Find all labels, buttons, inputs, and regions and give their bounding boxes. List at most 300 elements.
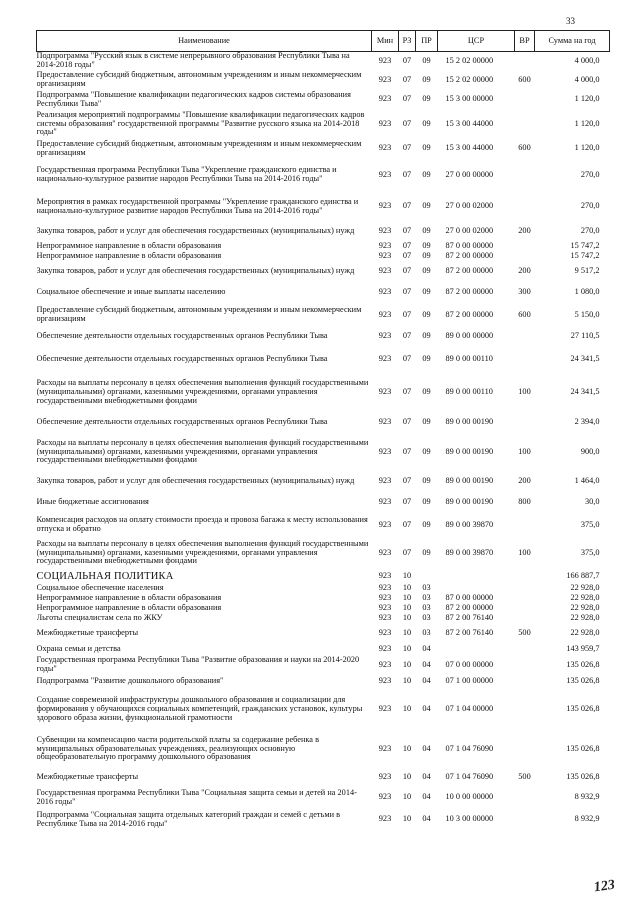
cell-min: 923 xyxy=(378,251,392,261)
cell-sum: 900,0 xyxy=(580,446,600,456)
cell-min: 923 xyxy=(378,55,392,65)
cell-pr: 09 xyxy=(422,387,431,397)
cell-min: 923 xyxy=(378,201,392,211)
cell-vr: 200 xyxy=(518,226,531,236)
cell-min: 923 xyxy=(378,643,392,653)
cell-rz: 07 xyxy=(402,446,412,456)
cell-vr xyxy=(515,514,535,537)
table-row xyxy=(37,304,610,327)
cell-sum: 30,0 xyxy=(584,497,600,507)
cell-min: 923 xyxy=(378,603,392,613)
cell-name: Мероприятия в рамках государственной программы "Укрепление гражданского единства и национально-культурное развитие народов Республики Тыва на 2014-2016 годы" xyxy=(36,196,359,215)
cell-sum: 8 932,9 xyxy=(574,814,600,824)
cell-min: 923 xyxy=(378,771,392,781)
table-row xyxy=(37,689,610,731)
cell-pr: 04 xyxy=(422,659,431,669)
cell-pr: 09 xyxy=(422,201,431,211)
cell-pr: 09 xyxy=(422,266,431,276)
cell-csr: 27 0 00 02000 xyxy=(445,201,494,211)
cell-name: Межбюджетные трансферты xyxy=(36,627,139,637)
cell-sum: 1 120,0 xyxy=(574,143,600,153)
cell-csr: 07 1 04 00000 xyxy=(445,704,494,714)
cell-sum: 1 120,0 xyxy=(574,94,600,104)
cell-csr: 87 2 00 00000 xyxy=(445,309,494,319)
cell-rz: 10 xyxy=(402,743,412,753)
cell-rz: 10 xyxy=(402,593,412,603)
table-row xyxy=(37,282,610,304)
table-row xyxy=(37,434,610,471)
cell-csr: 89 0 00 00190 xyxy=(445,446,494,456)
cell-rz: 10 xyxy=(402,613,412,623)
header-rz: РЗ xyxy=(399,31,416,52)
cell-csr: 15 2 02 00000 xyxy=(445,74,494,84)
cell-csr: 89 0 00 00000 xyxy=(445,330,494,340)
cell-rz: 07 xyxy=(402,309,412,319)
cell-sum: 143 959,7 xyxy=(566,643,600,653)
cell-sum: 22 928,0 xyxy=(570,603,600,613)
cell-csr: 07 1 04 76090 xyxy=(445,771,494,781)
cell-pr: 09 xyxy=(422,143,431,153)
table-row xyxy=(37,809,610,831)
cell-vr: 500 xyxy=(518,627,531,637)
cell-sum: 15 747,2 xyxy=(570,251,600,261)
cell-sum: 375,0 xyxy=(580,547,600,557)
cell-pr: 09 xyxy=(422,241,431,251)
cell-vr: 500 xyxy=(518,771,531,781)
cell-rz: 10 xyxy=(402,603,412,613)
cell-min: 923 xyxy=(378,571,392,581)
table-row xyxy=(37,346,610,374)
cell-sum: 4 000,0 xyxy=(574,74,600,84)
cell-pr xyxy=(416,570,438,584)
cell-rz: 10 xyxy=(402,771,412,781)
cell-csr: 10 0 00 00000 xyxy=(445,792,494,802)
cell-name: Расходы на выплаты персоналу в целях обеспечения выполнения функций государственными (муниципальными) органами, казенными учреждениями, органами управления государственными внебюджетными фондами xyxy=(36,538,369,566)
cell-csr: 87 2 00 76140 xyxy=(445,613,494,623)
cell-name: Закупка товаров, работ и услуг для обеспечения государственных (муниципальных) нужд xyxy=(36,226,355,236)
cell-vr: 100 xyxy=(518,446,531,456)
cell-rz: 07 xyxy=(402,143,412,153)
cell-rz: 10 xyxy=(402,571,412,581)
cell-min: 923 xyxy=(378,519,392,529)
cell-csr: 15 2 02 00000 xyxy=(445,55,494,65)
table-row xyxy=(37,514,610,537)
cell-vr xyxy=(515,643,535,656)
header-csr: ЦСР xyxy=(438,31,515,52)
cell-min: 923 xyxy=(378,613,392,623)
table-row xyxy=(37,262,610,282)
cell-vr xyxy=(515,731,535,768)
cell-name: Непрограммное направление в области образования xyxy=(36,603,222,613)
table-row xyxy=(37,643,610,656)
table-row xyxy=(37,252,610,262)
cell-vr xyxy=(515,594,535,604)
cell-pr: 09 xyxy=(422,446,431,456)
cell-rz: 07 xyxy=(402,251,412,261)
table-row xyxy=(37,584,610,594)
cell-rz: 07 xyxy=(402,241,412,251)
cell-name: Непрограммное направление в области образования xyxy=(36,593,222,603)
cell-min: 923 xyxy=(378,287,392,297)
cell-vr xyxy=(515,787,535,809)
cell-min: 923 xyxy=(378,118,392,128)
table-row xyxy=(37,71,610,90)
cell-rz: 07 xyxy=(402,330,412,340)
cell-name: Подпрограмма "Социальная защита отдельных категорий граждан и семей с детьми в Республике Тыва на 2014-2016 годы" xyxy=(36,809,341,828)
cell-name: Предоставление субсидий бюджетным, автономным учреждениям и иным некоммерческим организациям xyxy=(36,70,362,88)
cell-sum: 135 026,8 xyxy=(566,659,600,669)
cell-min: 923 xyxy=(378,593,392,603)
cell-rz: 07 xyxy=(402,387,412,397)
cell-name: Непрограммное направление в области образования xyxy=(36,251,222,261)
header-vr: ВР xyxy=(515,31,535,52)
cell-name: Предоставление субсидий бюджетным, автономным учреждениям и иным некоммерческим организациям xyxy=(36,305,362,323)
cell-name: Межбюджетные трансферты xyxy=(36,771,139,781)
cell-sum: 270,0 xyxy=(580,226,600,236)
table-row xyxy=(37,614,610,624)
cell-pr: 09 xyxy=(422,417,431,427)
table-row xyxy=(37,327,610,346)
cell-rz: 10 xyxy=(402,659,412,669)
cell-vr xyxy=(515,809,535,831)
cell-vr xyxy=(515,412,535,434)
cell-vr xyxy=(515,252,535,262)
cell-csr: 10 3 00 00000 xyxy=(445,814,494,824)
cell-csr: 15 3 00 00000 xyxy=(445,94,494,104)
cell-pr: 09 xyxy=(422,251,431,261)
cell-vr xyxy=(515,604,535,614)
cell-csr xyxy=(438,643,515,656)
cell-csr: 89 0 00 00110 xyxy=(445,387,493,397)
cell-rz: 07 xyxy=(402,354,412,364)
cell-csr: 27 0 00 02000 xyxy=(445,226,494,236)
cell-csr: 87 2 00 00000 xyxy=(445,266,494,276)
cell-name: Иные бюджетные ассигнования xyxy=(36,497,149,507)
cell-min: 923 xyxy=(378,814,392,824)
cell-sum: 22 928,0 xyxy=(570,583,600,593)
table-row xyxy=(37,471,610,492)
cell-pr: 09 xyxy=(422,354,431,364)
cell-vr xyxy=(515,675,535,689)
cell-csr: 15 3 00 44000 xyxy=(445,143,494,153)
cell-vr xyxy=(515,584,535,594)
table-row xyxy=(37,159,610,192)
cell-csr: 89 0 00 00110 xyxy=(445,354,493,364)
table-row xyxy=(37,222,610,242)
cell-csr xyxy=(438,570,515,584)
cell-min: 923 xyxy=(378,354,392,364)
cell-vr: 300 xyxy=(518,287,531,297)
cell-vr: 600 xyxy=(518,309,531,319)
cell-vr xyxy=(515,52,535,71)
cell-vr xyxy=(515,656,535,675)
cell-name: Компенсация расходов на оплату стоимости проезда и провоза багажа к месту использования отпуска и обратно xyxy=(36,515,368,533)
cell-min: 923 xyxy=(378,309,392,319)
table-body xyxy=(37,52,610,831)
cell-min: 923 xyxy=(378,241,392,251)
cell-min: 923 xyxy=(378,266,392,276)
table-row xyxy=(37,90,610,110)
cell-name: Непрограммное направление в области образования xyxy=(36,241,222,251)
cell-vr xyxy=(515,159,535,192)
cell-name: Льготы специалистам села по ЖКУ xyxy=(36,613,163,623)
cell-name: Обеспечение деятельности отдельных государственных органов Республики Тыва xyxy=(36,354,328,364)
cell-pr: 04 xyxy=(422,792,431,802)
cell-name: Социальное обеспечение и иные выплаты населению xyxy=(36,287,226,297)
cell-name: Охрана семьи и детства xyxy=(36,643,121,653)
cell-sum: 22 928,0 xyxy=(570,613,600,623)
cell-sum: 8 932,9 xyxy=(574,792,600,802)
cell-csr: 07 1 04 76090 xyxy=(445,743,494,753)
table-row xyxy=(37,656,610,675)
cell-name: Закупка товаров, работ и услуг для обеспечения государственных (муниципальных) нужд xyxy=(36,475,355,485)
cell-vr: 600 xyxy=(518,74,531,84)
cell-name: Закупка товаров, работ и услуг для обеспечения государственных (муниципальных) нужд xyxy=(36,266,355,276)
cell-rz: 10 xyxy=(402,792,412,802)
cell-sum: 135 026,8 xyxy=(566,771,600,781)
cell-vr xyxy=(515,570,535,584)
cell-sum: 166 887,7 xyxy=(566,571,600,581)
cell-pr: 04 xyxy=(422,814,431,824)
cell-pr: 04 xyxy=(422,743,431,753)
cell-csr: 87 2 00 00000 xyxy=(445,251,494,261)
cell-min: 923 xyxy=(378,74,392,84)
cell-pr: 03 xyxy=(422,613,431,623)
cell-rz: 07 xyxy=(402,201,412,211)
cell-rz: 10 xyxy=(402,643,412,653)
table-row xyxy=(37,192,610,222)
table-row xyxy=(37,731,610,768)
cell-min: 923 xyxy=(378,330,392,340)
table-row xyxy=(37,374,610,412)
cell-rz: 07 xyxy=(402,118,412,128)
budget-table xyxy=(36,30,610,831)
cell-name: Реализация мероприятий подпрограммы "Повышение квалификации педагогических кадров системы образования" государственной программы "Развитие русского языка на 2014-2018 годы" xyxy=(36,109,365,137)
cell-name: Подпрограмма "Повышение квалификации педагогических кадров системы образования Республики Тыва" xyxy=(36,89,351,108)
cell-sum: 22 928,0 xyxy=(570,627,600,637)
cell-csr: 89 0 00 39870 xyxy=(445,547,494,557)
cell-rz: 07 xyxy=(402,74,412,84)
header-name: Наименование xyxy=(37,31,372,52)
cell-pr: 09 xyxy=(422,55,431,65)
cell-rz: 10 xyxy=(402,704,412,714)
table-row xyxy=(37,787,610,809)
cell-csr: 07 0 00 00000 xyxy=(445,659,494,669)
table-row xyxy=(37,604,610,614)
header-pr: ПР xyxy=(416,31,438,52)
cell-pr: 03 xyxy=(422,627,431,637)
cell-name: Государственная программа Республики Тыва "Социальная защита семьи и детей на 2014-2016 годы" xyxy=(36,787,357,806)
cell-rz: 07 xyxy=(402,417,412,427)
cell-csr: 87 0 00 00000 xyxy=(445,241,494,251)
cell-min: 923 xyxy=(378,792,392,802)
cell-min: 923 xyxy=(378,497,392,507)
cell-pr: 03 xyxy=(422,583,431,593)
cell-rz: 07 xyxy=(402,226,412,236)
cell-min: 923 xyxy=(378,659,392,669)
table-header xyxy=(37,31,610,52)
table-row xyxy=(37,570,610,584)
cell-pr: 04 xyxy=(422,643,431,653)
cell-rz: 07 xyxy=(402,475,412,485)
cell-sum: 15 747,2 xyxy=(570,241,600,251)
cell-rz: 07 xyxy=(402,497,412,507)
cell-pr: 04 xyxy=(422,771,431,781)
cell-name: Подпрограмма "Русский язык в системе непрерывного образования Республики Тыва на 2014-2018 годы" xyxy=(36,51,350,70)
cell-sum: 9 517,2 xyxy=(574,266,600,276)
table-row xyxy=(37,52,610,71)
cell-rz: 10 xyxy=(402,583,412,593)
cell-pr: 09 xyxy=(422,547,431,557)
cell-vr xyxy=(515,614,535,624)
cell-name: Государственная программа Республики Тыва "Развитие образования и науки на 2014-2020 годы" xyxy=(36,655,360,673)
cell-rz: 07 xyxy=(402,94,412,104)
cell-sum: 4 000,0 xyxy=(574,55,600,65)
table-row xyxy=(37,139,610,159)
cell-pr: 03 xyxy=(422,593,431,603)
cell-sum: 375,0 xyxy=(580,519,600,529)
cell-min: 923 xyxy=(378,676,392,686)
cell-rz: 10 xyxy=(402,627,412,637)
cell-pr: 09 xyxy=(422,74,431,84)
cell-sum: 270,0 xyxy=(580,169,600,179)
cell-pr: 09 xyxy=(422,519,431,529)
cell-min: 923 xyxy=(378,583,392,593)
cell-rz: 07 xyxy=(402,519,412,529)
cell-sum: 22 928,0 xyxy=(570,593,600,603)
cell-min: 923 xyxy=(378,475,392,485)
cell-min: 923 xyxy=(378,143,392,153)
cell-pr: 04 xyxy=(422,676,431,686)
cell-pr: 09 xyxy=(422,330,431,340)
header-min: Мин xyxy=(372,31,399,52)
cell-csr: 87 2 00 76140 xyxy=(445,627,494,637)
cell-sum: 135 026,8 xyxy=(566,676,600,686)
cell-name: Расходы на выплаты персоналу в целях обеспечения выполнения функций государственными (муниципальными) органами, казенными учреждениями, органами управления государственными внебюджетными фондами xyxy=(36,378,369,405)
cell-csr: 15 3 00 44000 xyxy=(445,118,494,128)
cell-pr: 04 xyxy=(422,704,431,714)
header-sum: Сумма на год xyxy=(535,31,610,52)
cell-name: Субвенции на компенсацию части родительской платы за содержание ребенка в муниципальных образовательных учреждениях, реализующих основную общеобразовательную программу дошкольного образования xyxy=(36,734,319,762)
cell-csr: 87 0 00 00000 xyxy=(445,593,494,603)
cell-min: 923 xyxy=(378,627,392,637)
cell-vr: 800 xyxy=(518,497,531,507)
cell-rz: 07 xyxy=(402,547,412,557)
cell-sum: 1 120,0 xyxy=(574,118,600,128)
cell-pr: 03 xyxy=(422,603,431,613)
cell-vr xyxy=(515,90,535,110)
cell-rz: 07 xyxy=(402,266,412,276)
cell-vr: 600 xyxy=(518,143,531,153)
table-row xyxy=(37,110,610,139)
cell-rz: 07 xyxy=(402,169,412,179)
cell-rz: 10 xyxy=(402,676,412,686)
cell-vr xyxy=(515,346,535,374)
cell-min: 923 xyxy=(378,704,392,714)
cell-csr: 87 2 00 00000 xyxy=(445,287,494,297)
cell-csr: 89 0 00 00190 xyxy=(445,475,494,485)
cell-name: Расходы на выплаты персоналу в целях обеспечения выполнения функций государственными (муниципальными) органами, казенными учреждениями, органами управления государственными внебюджетными фондами xyxy=(36,437,369,465)
cell-vr: 200 xyxy=(518,266,531,276)
cell-vr: 100 xyxy=(518,387,531,397)
cell-pr: 09 xyxy=(422,118,431,128)
cell-sum: 5 150,0 xyxy=(574,309,600,319)
cell-name: Подпрограмма "Развитие дошкольного образования" xyxy=(36,676,224,686)
cell-min: 923 xyxy=(378,387,392,397)
cell-vr: 200 xyxy=(518,475,531,485)
cell-sum: 135 026,8 xyxy=(566,743,600,753)
cell-sum: 1 080,0 xyxy=(574,287,600,297)
cell-name: Государственная программа Республики Тыва "Укрепление гражданского единства и национально-культурное развитие народов Республики Тыва на 2014-2016 годы" xyxy=(36,165,337,183)
cell-pr: 09 xyxy=(422,226,431,236)
cell-vr xyxy=(515,110,535,139)
cell-csr: 07 1 00 00000 xyxy=(445,676,494,686)
cell-vr xyxy=(515,327,535,346)
cell-csr: 27 0 00 00000 xyxy=(445,169,494,179)
cell-rz: 10 xyxy=(402,814,412,824)
table-row xyxy=(37,412,610,434)
cell-name: Социальное обеспечение населения xyxy=(36,583,164,593)
cell-pr: 09 xyxy=(422,169,431,179)
table-row xyxy=(37,768,610,787)
cell-name: Создание современной инфраструктуры дошкольного образования и социализации для формирования у обучающихся социальных компетенций, гражданских установок, культуры здорового образа жизни, функциональной грамотности xyxy=(36,695,363,722)
cell-csr xyxy=(438,584,515,594)
page-number: 33 xyxy=(566,16,575,26)
cell-min: 923 xyxy=(378,169,392,179)
cell-min: 923 xyxy=(378,94,392,104)
table-row xyxy=(37,537,610,570)
cell-name: Предоставление субсидий бюджетным, автономным учреждениям и иным некоммерческим организациям xyxy=(36,138,362,157)
cell-min: 923 xyxy=(378,446,392,456)
cell-csr: 87 2 00 00000 xyxy=(445,603,494,613)
table-row xyxy=(37,492,610,514)
cell-csr: 89 0 00 00190 xyxy=(445,417,494,427)
cell-min: 923 xyxy=(378,547,392,557)
cell-rz: 07 xyxy=(402,55,412,65)
cell-name: Обеспечение деятельности отдельных государственных органов Республики Тыва xyxy=(36,330,328,340)
cell-min: 923 xyxy=(378,417,392,427)
cell-sum: 24 341,5 xyxy=(570,387,600,397)
cell-rz: 07 xyxy=(402,287,412,297)
table-row xyxy=(37,242,610,252)
cell-min: 923 xyxy=(378,743,392,753)
cell-name: Обеспечение деятельности отдельных государственных органов Республики Тыва xyxy=(36,417,328,427)
cell-sum: 2 394,0 xyxy=(574,417,600,427)
cell-csr: 89 0 00 39870 xyxy=(445,519,494,529)
table-row xyxy=(37,594,610,604)
table-row xyxy=(37,675,610,689)
table-row xyxy=(37,624,610,643)
page-stamp: 123 xyxy=(592,877,616,896)
cell-vr xyxy=(515,689,535,731)
cell-sum: 135 026,8 xyxy=(566,704,600,714)
cell-sum: 1 464,0 xyxy=(574,475,600,485)
cell-pr: 09 xyxy=(422,287,431,297)
cell-vr: 100 xyxy=(518,547,531,557)
cell-min: 923 xyxy=(378,226,392,236)
cell-pr: 09 xyxy=(422,309,431,319)
cell-vr xyxy=(515,242,535,252)
cell-sum: 24 341,5 xyxy=(570,354,600,364)
cell-name: СОЦИАЛЬНАЯ ПОЛИТИКА xyxy=(36,570,174,582)
cell-vr xyxy=(515,192,535,222)
cell-pr: 09 xyxy=(422,94,431,104)
cell-sum: 270,0 xyxy=(580,201,600,211)
cell-csr: 89 0 00 00190 xyxy=(445,497,494,507)
cell-pr: 09 xyxy=(422,475,431,485)
cell-sum: 27 110,5 xyxy=(570,330,600,340)
cell-pr: 09 xyxy=(422,497,431,507)
